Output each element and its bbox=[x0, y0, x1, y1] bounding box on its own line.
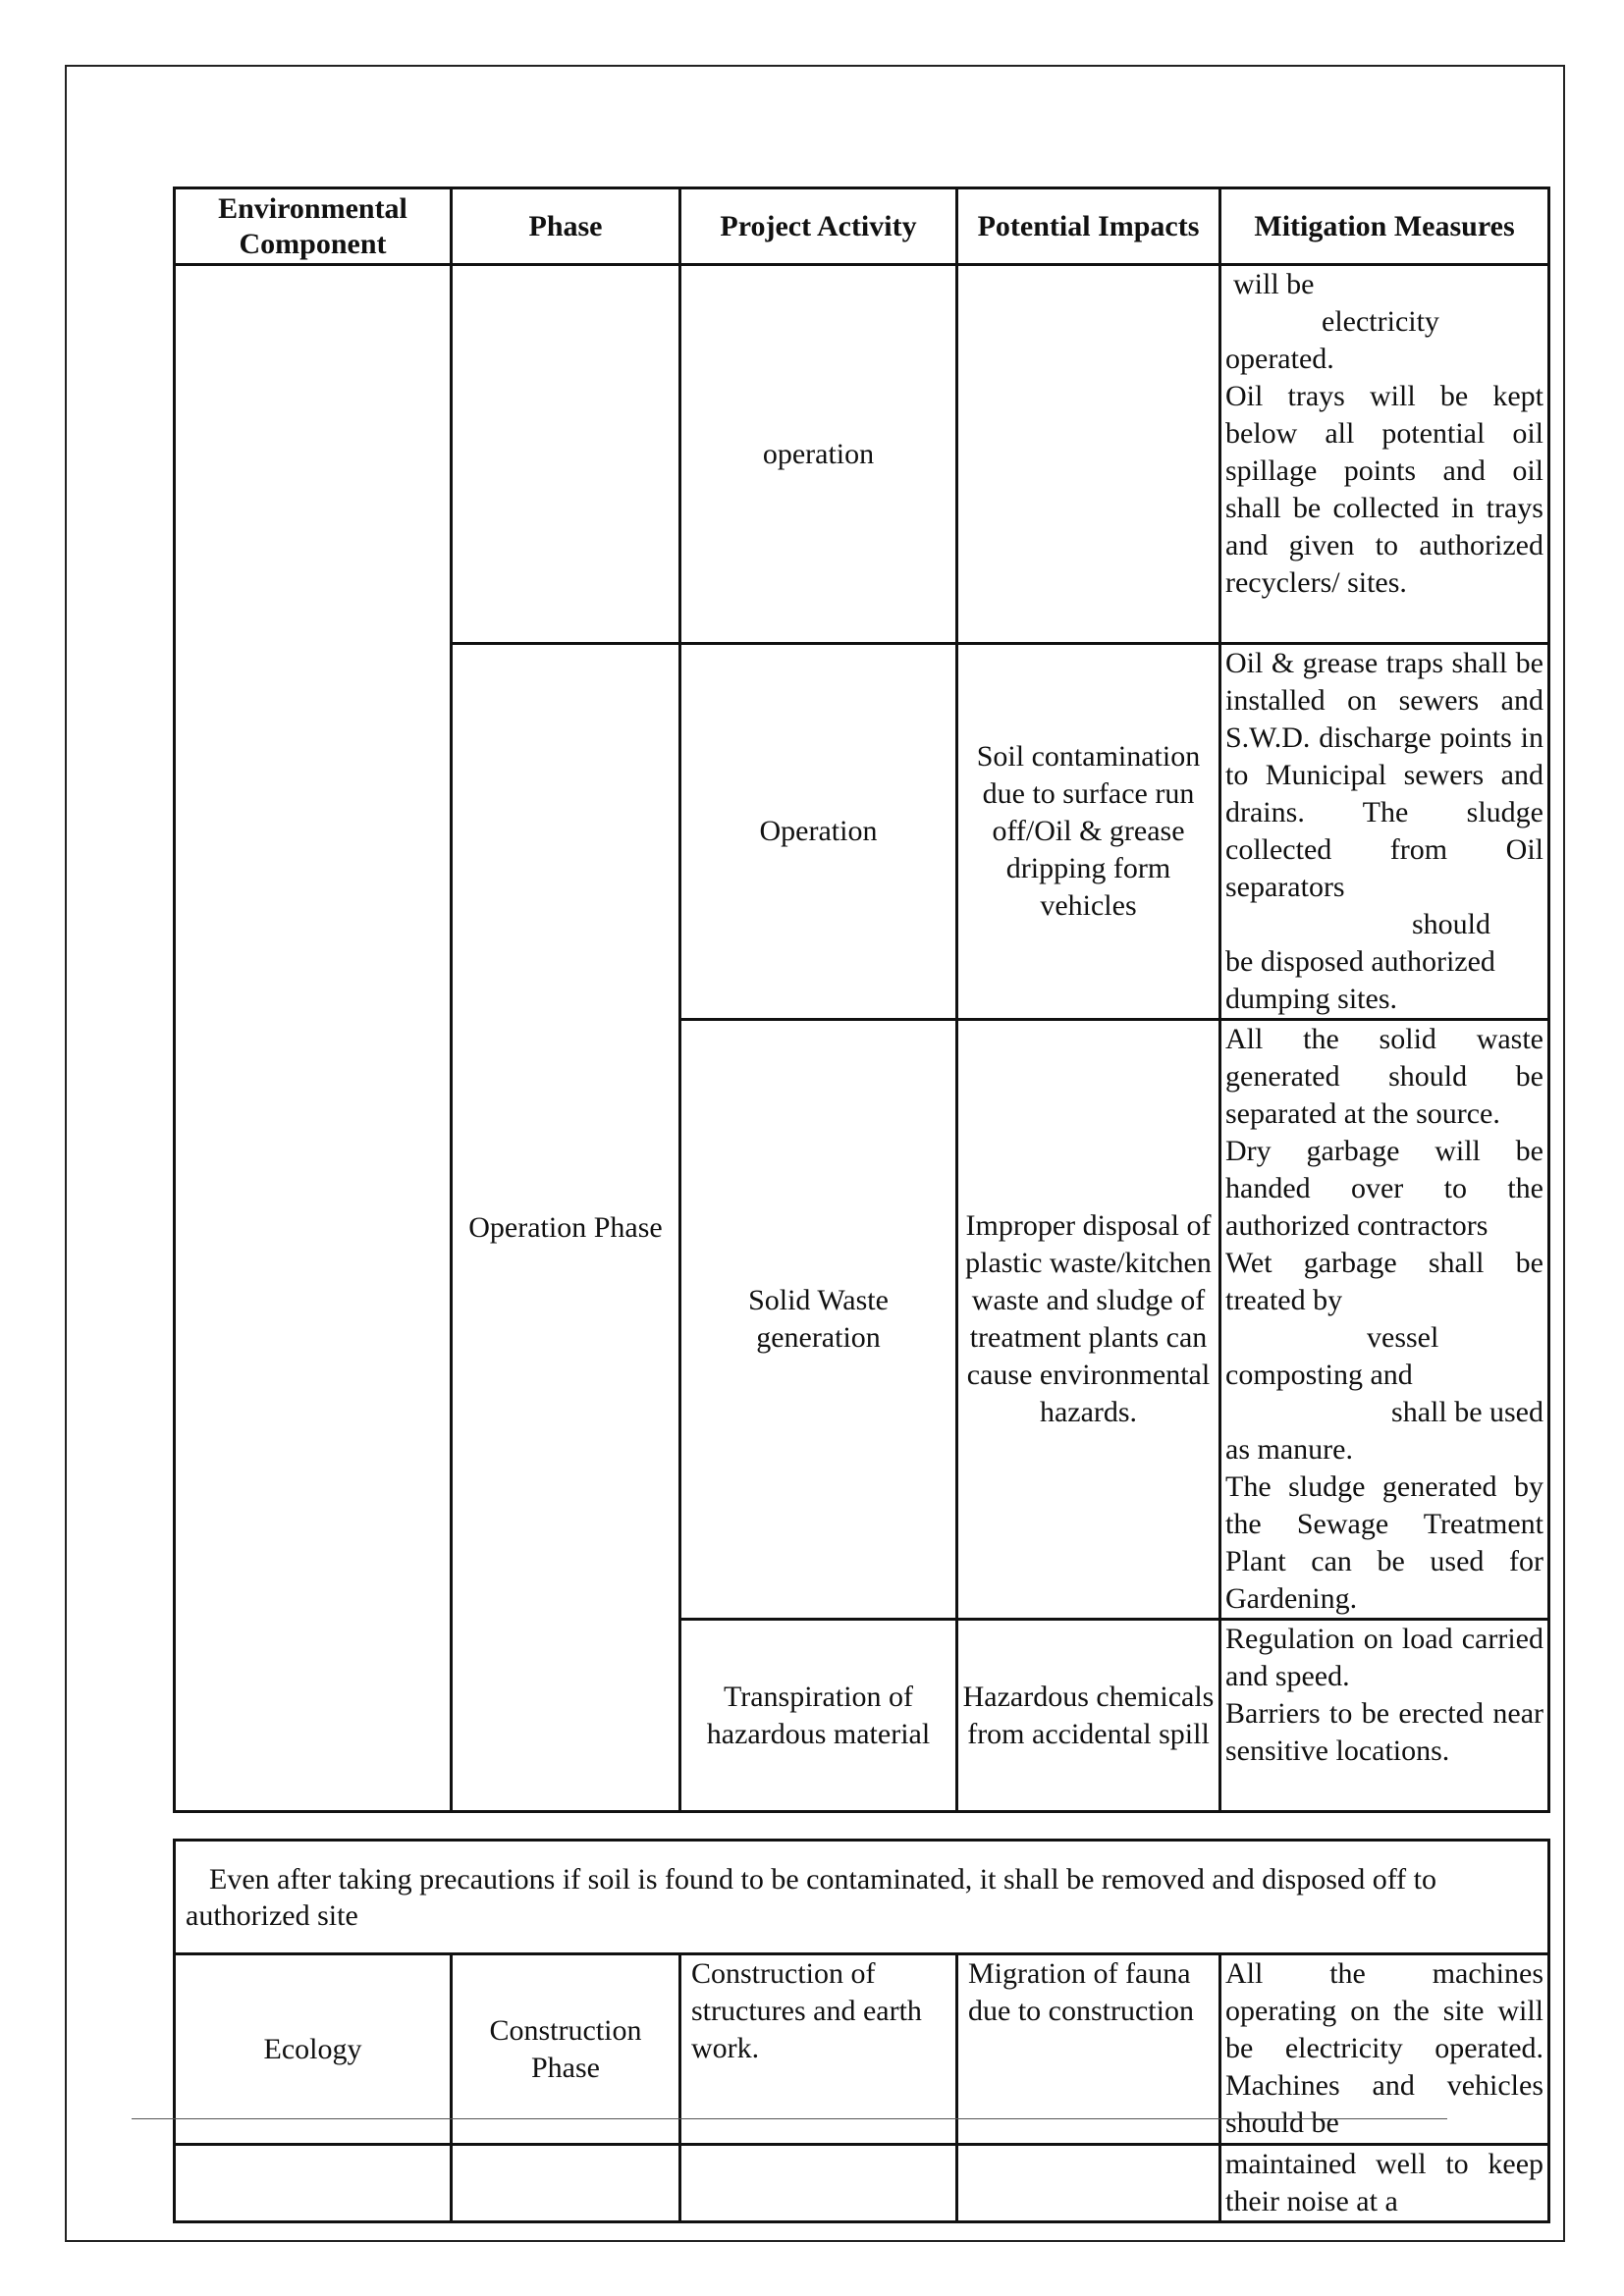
mitigation-text: be disposed authorized dumping sites. bbox=[1225, 945, 1495, 1015]
mitigation-cell bbox=[1220, 265, 1549, 644]
mitigation-text: Dry garbage will be handed over to the authorized contractors bbox=[1225, 1135, 1543, 1242]
mitigation-text: electricity bbox=[1322, 305, 1439, 338]
empty-cell bbox=[957, 2145, 1220, 2222]
mitigation-cell bbox=[1220, 1620, 1549, 1812]
empty-cell bbox=[680, 2145, 957, 2222]
mitigation-text: operated. bbox=[1225, 343, 1334, 375]
mitigation-text: should bbox=[1412, 908, 1491, 940]
phase-cell: Construction Phase bbox=[452, 1954, 680, 2145]
mitigation-text: shall be used bbox=[1391, 1396, 1543, 1428]
mitigation-text: All the solid waste generated should be separated at the source. bbox=[1225, 1023, 1543, 1130]
mitigation-text: Oil trays will be kept below all potential oil spillage points and oil shall be collected in trays and given to authorized recyclers/ sites. bbox=[1225, 380, 1543, 599]
header-environmental-component: Environmental Component bbox=[175, 188, 452, 265]
activity-cell: operation bbox=[680, 265, 957, 644]
empty-cell bbox=[175, 2145, 452, 2222]
impact-cell: Improper disposal of plastic waste/kitchen waste and sludge of treatment plants can cause environmental hazards. bbox=[957, 1020, 1220, 1620]
header-project-activity: Project Activity bbox=[680, 188, 957, 265]
mitigation-text: The sludge generated by the Sewage Treatment Plant can be used for Gardening. bbox=[1225, 1470, 1543, 1615]
mitigation-text: composting and bbox=[1225, 1359, 1413, 1391]
mitigation-cell: maintained well to keep their noise at a bbox=[1220, 2145, 1549, 2222]
table-row bbox=[175, 1954, 1549, 2145]
phase-cell-empty bbox=[452, 265, 680, 644]
horizontal-rule bbox=[132, 2118, 1447, 2119]
header-mitigation-measures: Mitigation Measures bbox=[1220, 188, 1549, 265]
mitigation-text: Oil & grease traps shall be installed on sewers and S.W.D. discharge points in to Municipal sewers and drains. The sludge collected from Oil separators bbox=[1225, 647, 1543, 903]
mitigation-text: as manure. bbox=[1225, 1433, 1353, 1466]
activity-cell: Transpiration of hazardous material bbox=[680, 1620, 957, 1812]
impact-cell: Hazardous chemicals from accidental spill bbox=[957, 1620, 1220, 1812]
operation-phase-cell: Operation Phase bbox=[452, 644, 680, 1812]
mitigation-text: Regulation on load carried and speed. bbox=[1225, 1623, 1543, 1692]
note-text: authorized site bbox=[186, 1898, 358, 1932]
table-row bbox=[175, 265, 1549, 644]
mitigation-table bbox=[173, 187, 1550, 1813]
impact-cell bbox=[957, 265, 1220, 644]
note-cell bbox=[175, 1841, 1549, 1954]
component-cell-empty bbox=[175, 265, 452, 1812]
activity-cell: Operation bbox=[680, 644, 957, 1020]
impact-cell: Migration of fauna due to construction bbox=[957, 1954, 1220, 2145]
table-row bbox=[175, 2145, 1549, 2222]
impact-cell: Soil contamination due to surface run off/Oil & grease dripping form vehicles bbox=[957, 644, 1220, 1020]
note-text: Even after taking precautions if soil is found to be contaminated, it shall be removed and disposed off to bbox=[209, 1862, 1436, 1896]
header-potential-impacts: Potential Impacts bbox=[957, 188, 1220, 265]
mitigation-text: Wet garbage shall be treated by bbox=[1225, 1247, 1543, 1316]
ecology-table bbox=[173, 1839, 1550, 2223]
mitigation-cell bbox=[1220, 644, 1549, 1020]
header-phase: Phase bbox=[452, 188, 680, 265]
mitigation-text: vessel bbox=[1367, 1321, 1439, 1354]
mitigation-cell: All the machines operating on the site will be electricity operated. Machines and vehicles should be bbox=[1220, 1954, 1549, 2145]
table-header-row bbox=[175, 188, 1549, 265]
mitigation-text: Barriers to be erected near sensitive locations. bbox=[1225, 1697, 1543, 1767]
mitigation-cell bbox=[1220, 1020, 1549, 1620]
activity-cell: Solid Waste generation bbox=[680, 1020, 957, 1620]
activity-cell: Construction of structures and earth work. bbox=[680, 1954, 957, 2145]
note-row bbox=[175, 1841, 1549, 1954]
mitigation-text: will be bbox=[1233, 268, 1315, 300]
empty-cell bbox=[452, 2145, 680, 2222]
component-cell: Ecology bbox=[175, 1954, 452, 2145]
